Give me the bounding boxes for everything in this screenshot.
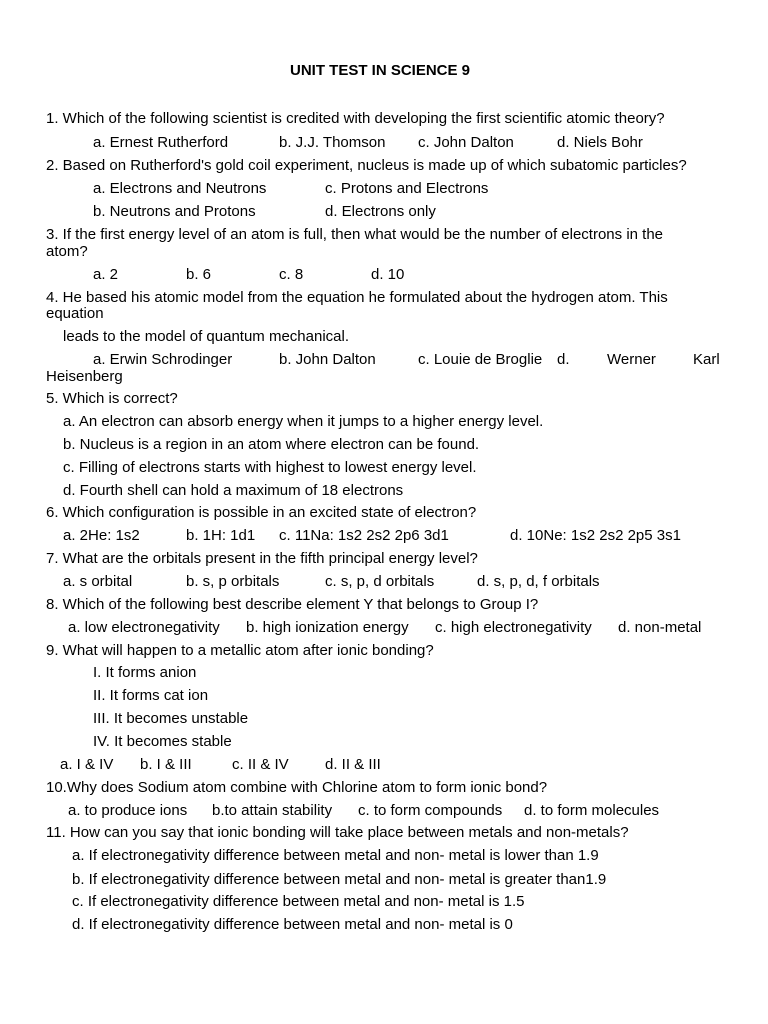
question-11-choice-d: d. If electronegativity difference between metal and non- metal is 0 [72, 916, 513, 933]
question-4-choice-d-label: d. [557, 351, 570, 368]
question-9-statement-3: III. It becomes unstable [93, 710, 249, 727]
question-8-stem: 8. Which of the following best describe element Y that belongs to Group I? [46, 596, 539, 613]
question-4-choice-d-word2: Karl [693, 351, 720, 368]
question-4-stem: 4. He based his atomic model from the equation he formulated about the hydrogen atom. This [46, 289, 668, 306]
question-4-choice-b: b. John Dalton [279, 351, 376, 368]
question-4-stem-cont: equation [46, 305, 104, 322]
question-3-choice-a: a. 2 [93, 266, 119, 283]
question-9-choice-d: d. II & III [325, 756, 381, 773]
question-9-stem: 9. What will happen to a metallic atom after ionic bonding? [46, 642, 434, 659]
question-7-choice-c: c. s, p, d orbitals [325, 573, 435, 590]
question-1-choice-d: d. Niels Bohr [557, 134, 643, 151]
question-9-choice-c: c. II & IV [232, 756, 289, 773]
question-8-choice-d: d. non-metal [618, 619, 702, 636]
question-4-choice-a: a. Erwin Schrodinger [93, 351, 233, 368]
question-2-choice-d: d. Electrons only [325, 203, 436, 220]
question-3-choice-c: c. 8 [279, 266, 304, 283]
question-5-stem: 5. Which is correct? [46, 390, 178, 407]
question-2-stem: 2. Based on Rutherford's gold coil experiment, nucleus is made up of which subatomic particles? [46, 157, 687, 174]
question-6-choice-d: d. 10Ne: 1s2 2s2 2p5 3s1 [510, 527, 681, 544]
question-1-choice-a: a. Ernest Rutherford [93, 134, 229, 151]
question-3-choice-d: d. 10 [371, 266, 405, 283]
question-3-stem-cont: atom? [46, 243, 88, 260]
question-1-choice-c: c. John Dalton [418, 134, 514, 151]
question-9-statement-1: I. It forms anion [93, 664, 197, 681]
question-7-choice-b: b. s, p orbitals [186, 573, 280, 590]
question-11-stem: 11. How can you say that ionic bonding will take place between metals and non-metals? [46, 824, 629, 841]
question-3-stem: 3. If the first energy level of an atom is full, then what would be the number of electrons in the [46, 226, 664, 243]
question-6-choice-a: a. 2He: 1s2 [63, 527, 140, 544]
question-1-choice-b: b. J.J. Thomson [279, 134, 386, 151]
question-10-stem: 10.Why does Sodium atom combine with Chlorine atom to form ionic bond? [46, 779, 548, 796]
question-6-choice-c: c. 11Na: 1s2 2s2 2p6 3d1 [279, 527, 449, 544]
question-10-choice-b: b.to attain stability [212, 802, 333, 819]
question-8-choice-a: a. low electronegativity [68, 619, 220, 636]
question-8-choice-b: b. high ionization energy [246, 619, 409, 636]
question-4-choice-d-word1: Werner [607, 351, 656, 368]
question-9-choice-a: a. I & IV [60, 756, 114, 773]
question-1-stem: 1. Which of the following scientist is credited with developing the first scientific atomic theory? [46, 110, 665, 127]
question-3-choice-b: b. 6 [186, 266, 212, 283]
page-title: UNIT TEST IN SCIENCE 9 [290, 62, 471, 79]
question-4-stem-line3: leads to the model of quantum mechanical. [63, 328, 350, 345]
question-6-choice-b: b. 1H: 1d1 [186, 527, 256, 544]
question-9-statement-4: IV. It becomes stable [93, 733, 232, 750]
question-11-choice-c: c. If electronegativity difference between metal and non- metal is 1.5 [72, 893, 525, 910]
question-7-stem: 7. What are the orbitals present in the fifth principal energy level? [46, 550, 478, 567]
question-10-choice-d: d. to form molecules [524, 802, 660, 819]
question-6-stem: 6. Which configuration is possible in an excited state of electron? [46, 504, 477, 521]
question-10-choice-c: c. to form compounds [358, 802, 503, 819]
question-7-choice-a: a. s orbital [63, 573, 133, 590]
question-2-choice-a: a. Electrons and Neutrons [93, 180, 267, 197]
question-2-choice-c: c. Protons and Electrons [325, 180, 489, 197]
question-5-choice-c: c. Filling of electrons starts with highest to lowest energy level. [63, 459, 477, 476]
question-4-choice-c: c. Louie de Broglie [418, 351, 543, 368]
question-11-choice-a: a. If electronegativity difference between metal and non- metal is lower than 1.9 [72, 847, 599, 864]
question-9-choice-b: b. I & III [140, 756, 192, 773]
question-5-choice-b: b. Nucleus is a region in an atom where electron can be found. [63, 436, 480, 453]
question-10-choice-a: a. to produce ions [68, 802, 188, 819]
question-4-choice-d-word3: Heisenberg [46, 368, 123, 385]
question-9-statement-2: II. It forms cat ion [93, 687, 209, 704]
question-5-choice-a: a. An electron can absorb energy when it jumps to a higher energy level. [63, 413, 544, 430]
question-7-choice-d: d. s, p, d, f orbitals [477, 573, 600, 590]
question-8-choice-c: c. high electronegativity [435, 619, 592, 636]
question-11-choice-b: b. If electronegativity difference between metal and non- metal is greater than1.9 [72, 871, 607, 888]
question-2-choice-b: b. Neutrons and Protons [93, 203, 256, 220]
question-5-choice-d: d. Fourth shell can hold a maximum of 18 electrons [63, 482, 404, 499]
